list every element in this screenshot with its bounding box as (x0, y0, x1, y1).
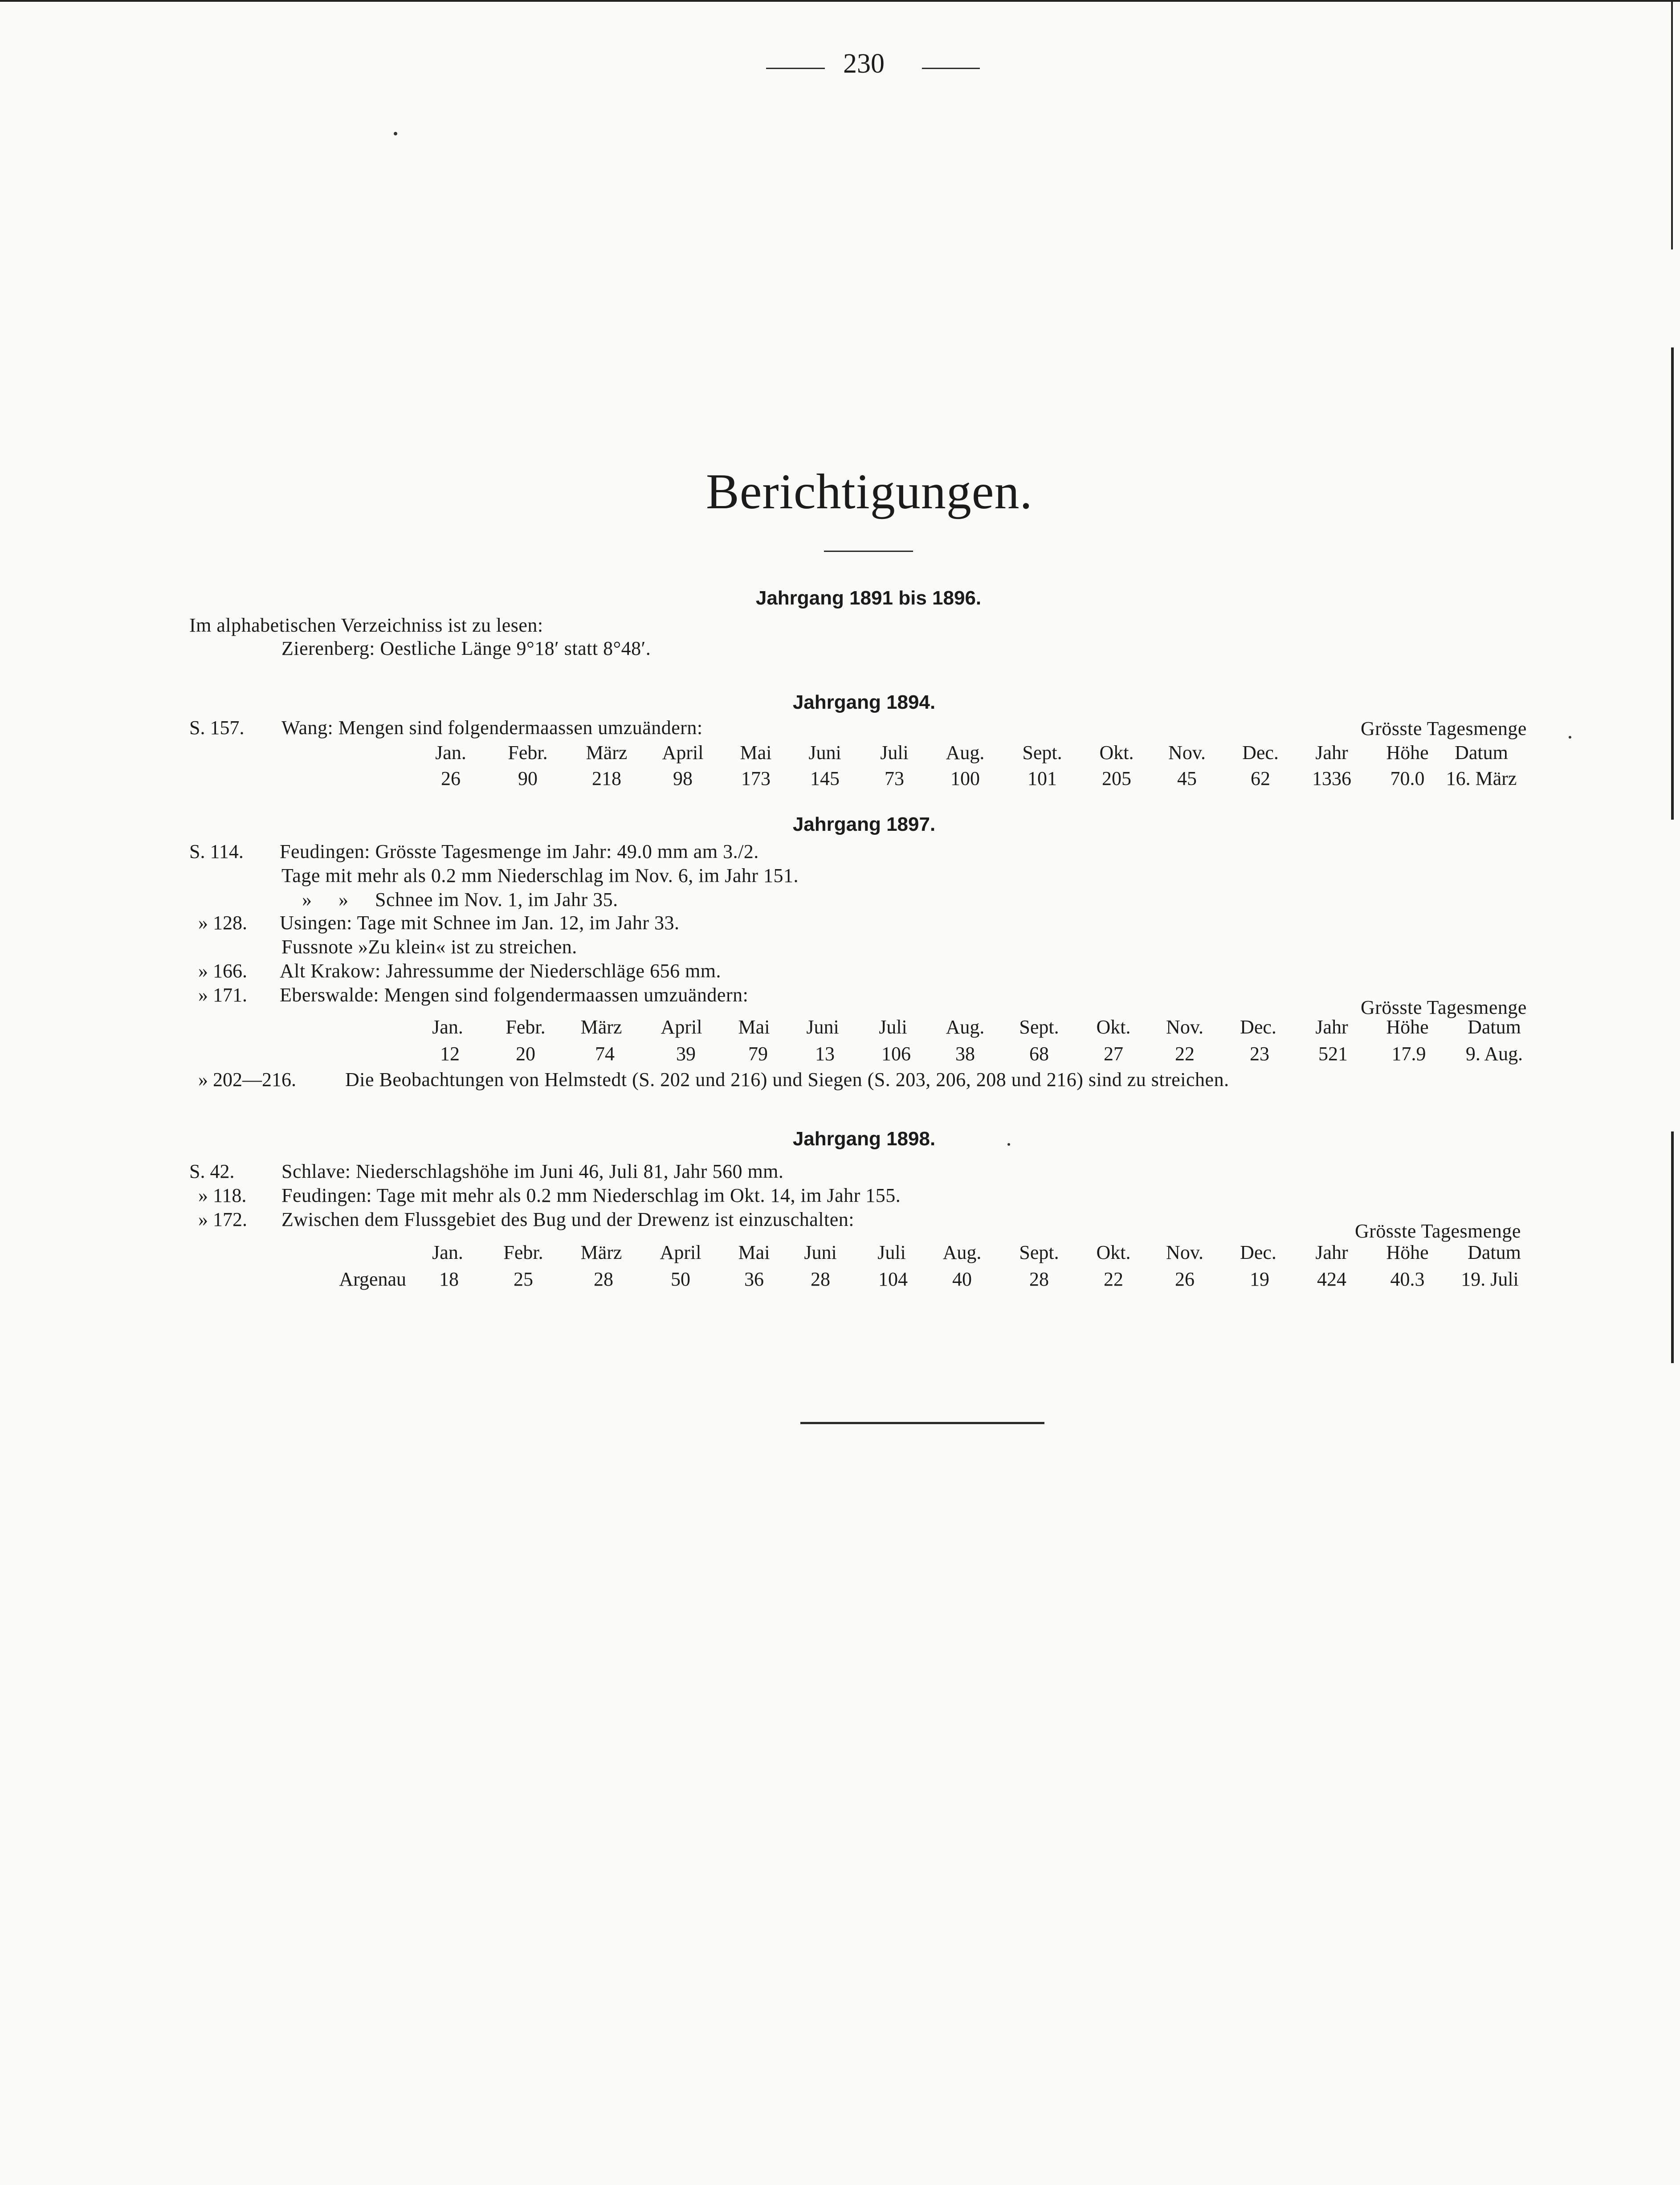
column-header: Jan. (432, 1016, 463, 1038)
table-cell: 90 (518, 768, 538, 789)
text-line: Usingen: Tage mit Schnee im Jan. 12, im Jahr 33. (280, 912, 680, 934)
column-header: Juni (804, 1242, 837, 1263)
table-cell: 22 (1104, 1268, 1123, 1290)
speck (1569, 736, 1571, 739)
table-cell: 173 (741, 768, 771, 789)
table-cell: 45 (1177, 768, 1197, 789)
page-reference: » 128. (198, 912, 247, 934)
column-header: Juni (808, 742, 841, 764)
text-line: Tage mit mehr als 0.2 mm Niederschlag im Nov. 6, im Jahr 151. (281, 865, 799, 886)
table-cell: 19. Juli (1461, 1268, 1519, 1290)
column-header: Dec. (1242, 742, 1279, 764)
table-cell: 22 (1175, 1043, 1195, 1065)
column-header: Juli (880, 742, 909, 764)
column-header: Mai (738, 1016, 770, 1038)
column-header: Febr. (506, 1016, 546, 1038)
table-cell: 521 (1318, 1043, 1348, 1065)
page-reference: » 118. (198, 1184, 247, 1206)
title-rule (824, 551, 913, 552)
column-header: Juli (879, 1016, 907, 1038)
column-header: Jahr (1315, 1016, 1348, 1038)
table-cell: 40 (952, 1268, 972, 1290)
page-reference: S. 157. (189, 717, 245, 739)
column-header: Dec. (1240, 1016, 1276, 1038)
text-line: Zierenberg: Oestliche Länge 9°18′ statt 8°48′. (281, 637, 651, 659)
table-cell: 39 (676, 1043, 696, 1065)
text-line: Zwischen dem Flussgebiet des Bug und der Drewenz ist einzuschalten: (281, 1209, 854, 1230)
table-cell: 26 (441, 768, 461, 789)
table-cell: 98 (673, 768, 693, 789)
column-header: Mai (740, 742, 772, 764)
section-heading-1897: Jahrgang 1897. (792, 813, 936, 835)
text-line: Feudingen: Grösste Tagesmenge im Jahr: 49.0 mm am 3./2. (280, 841, 759, 862)
right-binding-mark-2 (1671, 1131, 1674, 1363)
top-page-edge (0, 0, 1680, 2)
table-cell: 13 (815, 1043, 835, 1065)
column-header: Febr. (503, 1242, 543, 1263)
column-header: April (661, 1016, 702, 1038)
table-cell: 101 (1028, 768, 1057, 789)
column-header: Höhe (1386, 1242, 1429, 1263)
table-cell: 36 (744, 1268, 764, 1290)
column-header: Datum (1468, 1016, 1521, 1038)
table-cell: 100 (950, 768, 980, 789)
table-cell: 38 (955, 1043, 975, 1065)
column-header: Febr. (508, 742, 548, 764)
column-header: April (662, 742, 704, 764)
text-line: Im alphabetischen Verzeichniss ist zu lesen: (189, 614, 543, 636)
table-cell: 79 (748, 1043, 768, 1065)
table-cell: 16. März (1446, 768, 1517, 789)
section-heading-1891-1896: Jahrgang 1891 bis 1896. (755, 587, 982, 609)
table-cell: 40.3 (1390, 1268, 1425, 1290)
column-header: Sept. (1019, 1016, 1059, 1038)
table-cell: 62 (1251, 768, 1270, 789)
table-cell: 70.0 (1390, 768, 1425, 789)
table-cell: 205 (1102, 768, 1131, 789)
table-cell: 25 (514, 1268, 533, 1290)
page-reference: » 202—216. (198, 1069, 296, 1090)
ditto-mark: » (338, 889, 349, 911)
column-header: Nov. (1168, 742, 1206, 764)
column-header: Juli (877, 1242, 906, 1263)
column-header: Höhe (1386, 1016, 1429, 1038)
right-page-edge (1671, 0, 1673, 249)
max-daily-header: Grösste Tagesmenge (1361, 718, 1527, 739)
column-header: Okt. (1099, 742, 1134, 764)
column-header: Datum (1455, 742, 1508, 764)
station-name: Argenau (339, 1268, 406, 1290)
section-heading-1894: Jahrgang 1894. (792, 691, 936, 713)
page-reference: » 172. (198, 1209, 247, 1230)
column-header: Aug. (946, 742, 985, 764)
column-header: Okt. (1096, 1016, 1131, 1038)
page-reference: S. 114. (189, 841, 244, 862)
column-header: Datum (1468, 1242, 1521, 1263)
table-cell: 23 (1250, 1043, 1269, 1065)
table-cell: 27 (1104, 1043, 1123, 1065)
column-header: Mai (738, 1242, 770, 1263)
column-header: Juni (806, 1016, 839, 1038)
column-header: Okt. (1096, 1242, 1131, 1263)
page-number: 230 (843, 49, 885, 79)
speck (1007, 1143, 1010, 1146)
table-cell: 18 (439, 1268, 459, 1290)
ditto-mark: » (302, 889, 312, 911)
text-line: Wang: Mengen sind folgendermaassen umzuändern: (281, 717, 703, 739)
text-line: Die Beobachtungen von Helmstedt (S. 202 und 216) und Siegen (S. 203, 206, 208 und 216) sind zu streichen. (345, 1069, 1229, 1090)
page-title: Berichtigungen. (706, 464, 1033, 519)
text-line: Eberswalde: Mengen sind folgendermaassen umzuändern: (280, 984, 749, 1006)
max-daily-header: Grösste Tagesmenge (1355, 1220, 1521, 1242)
table-cell: 218 (592, 768, 621, 789)
page-reference: S. 42. (189, 1160, 235, 1182)
max-daily-header: Grösste Tagesmenge (1361, 997, 1527, 1018)
section-heading-1898: Jahrgang 1898. (792, 1128, 936, 1150)
column-header: März (580, 1016, 622, 1038)
column-header: März (580, 1242, 622, 1263)
column-header: Aug. (946, 1016, 985, 1038)
table-cell: 9. Aug. (1465, 1043, 1523, 1065)
table-cell: 74 (595, 1043, 615, 1065)
text-line: Feudingen: Tage mit mehr als 0.2 mm Niederschlag im Okt. 14, im Jahr 155. (281, 1184, 901, 1206)
right-binding-mark (1671, 347, 1674, 820)
text-line: Fussnote »Zu klein« ist zu streichen. (281, 936, 577, 958)
pagenum-rule-left (766, 68, 825, 69)
table-cell: 26 (1175, 1268, 1195, 1290)
text-line: Alt Krakow: Jahressumme der Niederschläge 656 mm. (280, 960, 722, 982)
table-cell: 50 (671, 1268, 690, 1290)
column-header: Sept. (1022, 742, 1062, 764)
column-header: März (586, 742, 628, 764)
column-header: Aug. (942, 1242, 982, 1263)
table-cell: 424 (1317, 1268, 1346, 1290)
column-header: Nov. (1166, 1016, 1203, 1038)
table-cell: 28 (594, 1268, 613, 1290)
table-cell: 17.9 (1391, 1043, 1426, 1065)
column-header: Jahr (1315, 742, 1348, 764)
page-reference: » 171. (198, 984, 247, 1006)
page-reference: » 166. (198, 960, 247, 982)
end-rule (800, 1422, 1044, 1424)
table-cell: 104 (878, 1268, 908, 1290)
column-header: Sept. (1019, 1242, 1059, 1263)
table-cell: 1336 (1312, 768, 1351, 789)
text-line: Schnee im Nov. 1, im Jahr 35. (375, 889, 618, 911)
pagenum-rule-right (922, 68, 980, 69)
table-cell: 12 (440, 1043, 460, 1065)
speck (394, 132, 397, 135)
table-cell: 19 (1250, 1268, 1269, 1290)
table-cell: 68 (1029, 1043, 1049, 1065)
column-header: Jan. (432, 1242, 463, 1263)
text-line: Schlave: Niederschlagshöhe im Juni 46, Juli 81, Jahr 560 mm. (281, 1160, 784, 1182)
column-header: Dec. (1240, 1242, 1276, 1263)
table-cell: 20 (516, 1043, 535, 1065)
column-header: Jan. (435, 742, 466, 764)
column-header: Höhe (1386, 742, 1429, 764)
table-cell: 145 (810, 768, 840, 789)
column-header: April (660, 1242, 701, 1263)
table-cell: 28 (811, 1268, 830, 1290)
column-header: Jahr (1315, 1242, 1348, 1263)
table-cell: 28 (1029, 1268, 1049, 1290)
table-cell: 73 (885, 768, 904, 789)
table-cell: 106 (881, 1043, 911, 1065)
column-header: Nov. (1166, 1242, 1203, 1263)
